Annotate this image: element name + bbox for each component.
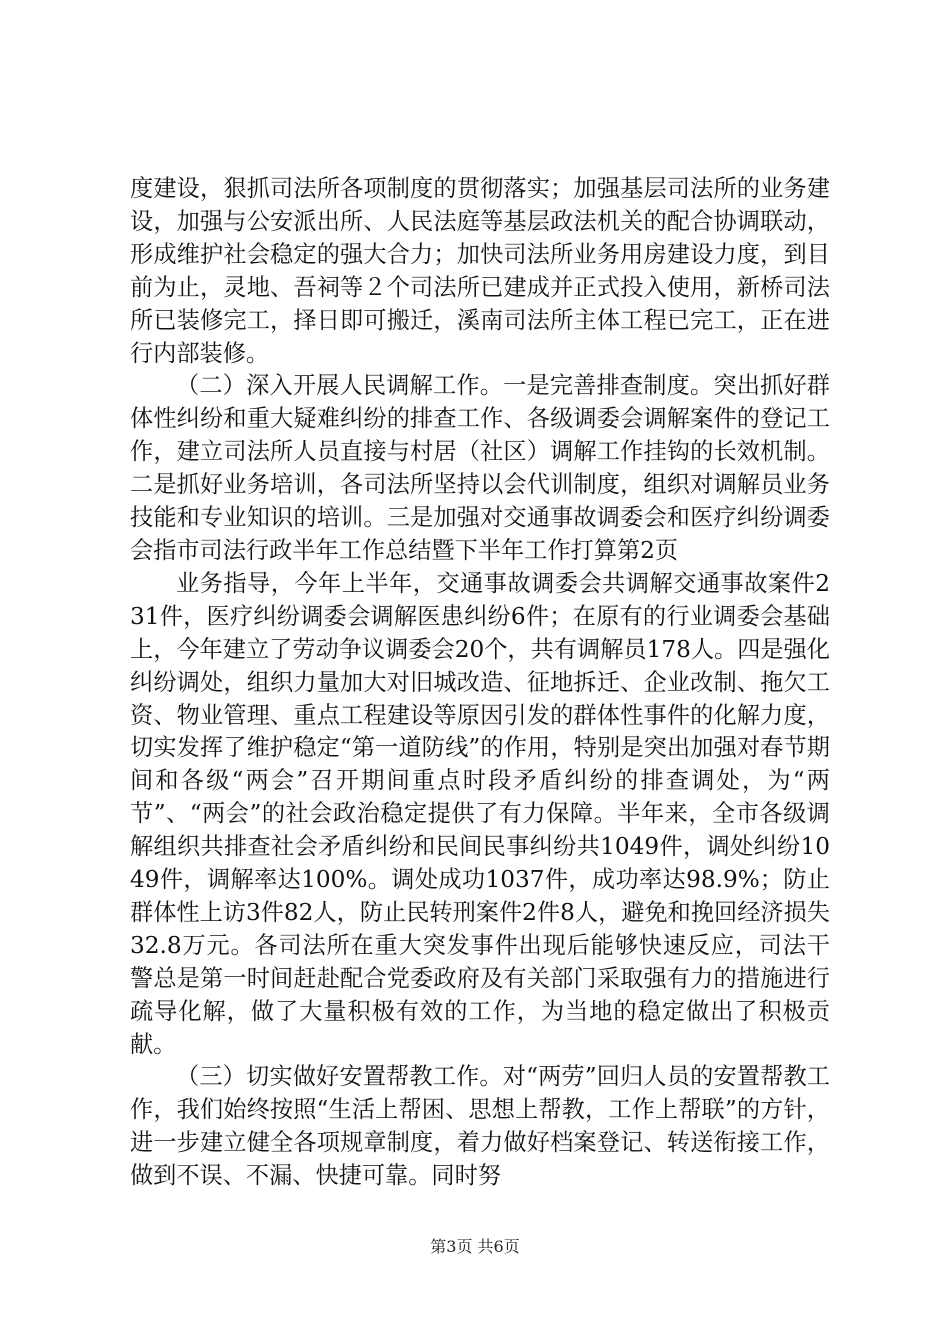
paragraph-people-mediation: （二）深入开展人民调解工作。一是完善排查制度。突出抓好群体性纠纷和重大疑难纠纷的排查工作、各级调委会调解案件的登记工作，建立司法所人员直接与村居（社区）调解工作挂钩的长效机制。二是抓好业务培训，各司法所坚持以会代训制度，组织对调解员业务技能和专业知识的培训。三是加强对交通事故调委会和医疗纠纷调委会指市司法行政半年工作总结暨下半年工作打算第2页 [130, 372, 830, 564]
paragraph-business-guidance: 业务指导，今年上半年，交通事故调委会共调解交通事故案件231件，医疗纠纷调委会调解医患纠纷6件；在原有的行业调委会基础上，今年建立了劳动争议调委会20个，共有调解员178人。四是强化纠纷调处，组织力量加大对旧城改造、征地拆迁、企业改制、拖欠工资、物业管理、重点工程建设等原因引发的群体性事件的化解力度，切实发挥了维护稳定“第一道防线”的作用，特别是突出加强对春节期间和各级“两会”召开期间重点时段矛盾纠纷的排查调处，为“两节”、“两会”的社会政治稳定提供了有力保障。半年来，全市各级调解组织共排查社会矛盾纠纷和民间民事纠纷共1049件，调处纠纷1049件，调解率达100%。调处成功1037件，成功率达98.9%；防止群体性上访3件82人，防止民转刑案件2件8人，避免和挽回经济损失32.8万元。各司法所在重大突发事件出现后能够快速反应，司法干警总是第一时间赶赴配合党委政府及有关部门采取强有力的措施进行疏导化解，做了大量积极有效的工作，为当地的稳定做出了积极贡献。 [130, 569, 830, 1058]
document-body [130, 173, 830, 1193]
paragraph-resettlement-assistance: （三）切实做好安置帮教工作。对“两劳”回归人员的安置帮教工作，我们始终按照“生活上帮困、思想上帮教，工作上帮联”的方针，进一步建立健全各项规章制度，着力做好档案登记、转送衔接工作，做到不误、不漏、快捷可靠。同时努 [130, 1063, 830, 1190]
page-footer [0, 1237, 950, 1257]
page-number: 第3页 共6页 [430, 1237, 520, 1256]
paragraph-continuation: 度建设，狠抓司法所各项制度的贯彻落实；加强基层司法所的业务建设，加强与公安派出所、人民法庭等基层政法机关的配合协调联动，形成维护社会稳定的强大合力；加快司法所业务用房建设力度，到目前为止，灵地、吾祠等２个司法所已建成并正式投入使用，新桥司法所已装修完工，择日即可搬迁，溪南司法所主体工程已完工，正在进行内部装修。 [130, 175, 830, 367]
